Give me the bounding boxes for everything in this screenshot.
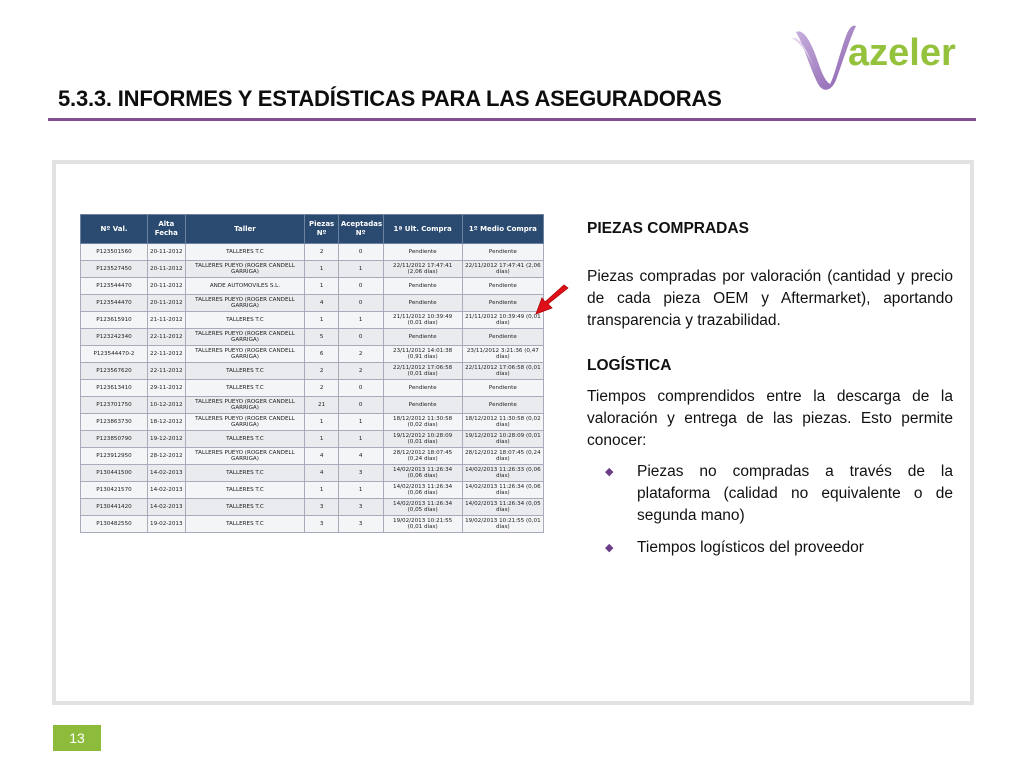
col-header-taller: Taller	[185, 215, 305, 244]
report-table	[80, 214, 544, 533]
cell-aceptadas: 1	[338, 261, 383, 278]
cell-ult-compra: 19/02/2013 10:21:55 (0,01 días)	[383, 516, 462, 533]
logo-wordmark: azeler	[848, 32, 956, 74]
cell-aceptadas: 1	[338, 482, 383, 499]
cell-medio-compra: 18/12/2012 11:30:58 (0,02 días)	[462, 414, 543, 431]
diamond-bullet-icon: ◆	[605, 466, 614, 478]
cell-fecha: 19-12-2012	[148, 431, 186, 448]
cell-nval: P123912950	[81, 448, 148, 465]
cell-ult-compra: 19/12/2012 10:28:09 (0,01 días)	[383, 431, 462, 448]
cell-piezas: 2	[305, 244, 339, 261]
cell-taller: TALLERES T.C	[185, 312, 305, 329]
cell-fecha: 29-11-2012	[148, 380, 186, 397]
cell-aceptadas: 1	[338, 312, 383, 329]
cell-aceptadas: 2	[338, 363, 383, 380]
cell-taller: ANDE AUTOMOVILES S.L.	[185, 278, 305, 295]
table-row	[81, 397, 544, 414]
table-row	[81, 499, 544, 516]
col-header-fecha: Alta Fecha	[148, 215, 186, 244]
cell-ult-compra: 23/11/2012 14:01:38 (0,91 días)	[383, 346, 462, 363]
red-arrow-icon	[532, 284, 572, 320]
cell-nval: P123544470-2	[81, 346, 148, 363]
cell-aceptadas: 0	[338, 295, 383, 312]
cell-piezas: 1	[305, 278, 339, 295]
cell-nval: P123863730	[81, 414, 148, 431]
diamond-bullet-icon: ◆	[605, 542, 614, 554]
cell-taller: TALLERES PUEYO (ROGER CANDELL GARRIGA)	[185, 448, 305, 465]
cell-aceptadas: 0	[338, 278, 383, 295]
cell-taller: TALLERES PUEYO (ROGER CANDELL GARRIGA)	[185, 295, 305, 312]
cell-taller: TALLERES T.C	[185, 363, 305, 380]
cell-taller: TALLERES PUEYO (ROGER CANDELL GARRIGA)	[185, 329, 305, 346]
cell-taller: TALLERES T.C	[185, 380, 305, 397]
cell-aceptadas: 0	[338, 380, 383, 397]
cell-taller: TALLERES T.C	[185, 431, 305, 448]
cell-taller: TALLERES T.C	[185, 516, 305, 533]
paragraph-logistica: Tiempos comprendidos entre la descarga de la valoración y entrega de las piezas. Esto permite conocer:	[587, 388, 953, 449]
cell-medio-compra: 14/02/2013 11:26:33 (0,06 días)	[462, 465, 543, 482]
cell-taller: TALLERES PUEYO (ROGER CANDELL GARRIGA)	[185, 397, 305, 414]
page-number-badge: 13	[53, 725, 101, 751]
cell-nval: P130441420	[81, 499, 148, 516]
table-row	[81, 363, 544, 380]
col-header-medio-compra: 1º Medio Compra	[462, 215, 543, 244]
col-header-piezas: Piezas Nº	[305, 215, 339, 244]
cell-taller: TALLERES T.C	[185, 499, 305, 516]
cell-fecha: 28-12-2012	[148, 448, 186, 465]
cell-nval: P123501560	[81, 244, 148, 261]
cell-taller: TALLERES T.C	[185, 482, 305, 499]
cell-aceptadas: 3	[338, 499, 383, 516]
table-row	[81, 312, 544, 329]
cell-ult-compra: 22/11/2012 17:47:41 (2,06 días)	[383, 261, 462, 278]
col-header-aceptadas: Aceptadas Nº	[338, 215, 383, 244]
cell-ult-compra: Pendiente	[383, 295, 462, 312]
cell-piezas: 4	[305, 295, 339, 312]
title-underline	[48, 118, 976, 121]
table-row	[81, 414, 544, 431]
cell-medio-compra: 22/11/2012 17:06:58 (0,01 días)	[462, 363, 543, 380]
cell-piezas: 5	[305, 329, 339, 346]
cell-ult-compra: Pendiente	[383, 397, 462, 414]
paragraph-piezas: Piezas compradas por valoración (cantidad y precio de cada pieza OEM y Aftermarket), aportando transparencia y trazabilidad.	[587, 268, 953, 329]
col-header-ult-compra: 1ª Ult. Compra	[383, 215, 462, 244]
cell-medio-compra: 28/12/2012 18:07:45 (0,24 días)	[462, 448, 543, 465]
cell-aceptadas: 2	[338, 346, 383, 363]
table-row	[81, 329, 544, 346]
cell-medio-compra: Pendiente	[462, 244, 543, 261]
bullet-text: Tiempos logísticos del proveedor	[637, 539, 864, 556]
cell-medio-compra: 14/02/2013 11:26:34 (0,05 días)	[462, 499, 543, 516]
cell-fecha: 20-11-2012	[148, 295, 186, 312]
cell-ult-compra: 22/11/2012 17:06:58 (0,01 días)	[383, 363, 462, 380]
table-row	[81, 346, 544, 363]
cell-piezas: 6	[305, 346, 339, 363]
cell-piezas: 3	[305, 499, 339, 516]
table-row	[81, 465, 544, 482]
table-row	[81, 431, 544, 448]
slide-title: 5.3.3. INFORMES Y ESTADÍSTICAS PARA LAS ASEGURADORAS	[58, 86, 722, 111]
heading-logistica: LOGÍSTICA	[587, 357, 672, 374]
cell-piezas: 1	[305, 414, 339, 431]
cell-ult-compra: 14/02/2013 11:26:34 (0,06 días)	[383, 465, 462, 482]
report-table-image	[80, 214, 544, 533]
cell-piezas: 4	[305, 465, 339, 482]
cell-fecha: 19-02-2013	[148, 516, 186, 533]
table-row	[81, 244, 544, 261]
cell-taller: TALLERES T.C	[185, 465, 305, 482]
cell-nval: P123242340	[81, 329, 148, 346]
cell-piezas: 1	[305, 431, 339, 448]
table-row	[81, 380, 544, 397]
cell-piezas: 1	[305, 261, 339, 278]
cell-fecha: 10-12-2012	[148, 397, 186, 414]
cell-ult-compra: Pendiente	[383, 329, 462, 346]
cell-nval: P123615910	[81, 312, 148, 329]
cell-piezas: 4	[305, 448, 339, 465]
cell-nval: P130441500	[81, 465, 148, 482]
cell-ult-compra: Pendiente	[383, 278, 462, 295]
cell-nval: P123567620	[81, 363, 148, 380]
cell-fecha: 21-11-2012	[148, 312, 186, 329]
cell-nval: P123544470	[81, 295, 148, 312]
cell-medio-compra: 19/12/2012 10:28:09 (0,01 días)	[462, 431, 543, 448]
cell-medio-compra: 23/11/2012 3:21:36 (0,47 días)	[462, 346, 543, 363]
cell-aceptadas: 0	[338, 397, 383, 414]
cell-taller: TALLERES PUEYO (ROGER CANDELL GARRIGA)	[185, 414, 305, 431]
cell-nval: P123850790	[81, 431, 148, 448]
cell-piezas: 1	[305, 482, 339, 499]
cell-piezas: 21	[305, 397, 339, 414]
cell-aceptadas: 1	[338, 431, 383, 448]
cell-aceptadas: 4	[338, 448, 383, 465]
cell-medio-compra: 22/11/2012 17:47:41 (2,06 días)	[462, 261, 543, 278]
cell-fecha: 20-11-2012	[148, 261, 186, 278]
heading-piezas-compradas: PIEZAS COMPRADAS	[587, 220, 749, 237]
cell-medio-compra: 19/02/2013 10:21:55 (0,01 días)	[462, 516, 543, 533]
table-row	[81, 278, 544, 295]
cell-nval: P130421570	[81, 482, 148, 499]
cell-aceptadas: 1	[338, 414, 383, 431]
cell-aceptadas: 0	[338, 329, 383, 346]
cell-taller: TALLERES PUEYO (ROGER CANDELL GARRIGA)	[185, 261, 305, 278]
cell-medio-compra: Pendiente	[462, 397, 543, 414]
cell-ult-compra: 28/12/2012 18:07:45 (0,24 días)	[383, 448, 462, 465]
table-row	[81, 295, 544, 312]
col-header-nval: Nº Val.	[81, 215, 148, 244]
cell-aceptadas: 3	[338, 465, 383, 482]
cell-nval: P123527450	[81, 261, 148, 278]
cell-piezas: 2	[305, 380, 339, 397]
cell-medio-compra: 14/02/2013 11:26:34 (0,06 días)	[462, 482, 543, 499]
cell-aceptadas: 3	[338, 516, 383, 533]
table-row	[81, 261, 544, 278]
cell-medio-compra: Pendiente	[462, 380, 543, 397]
table-row	[81, 482, 544, 499]
cell-ult-compra: 21/11/2012 10:39:49 (0,01 días)	[383, 312, 462, 329]
cell-fecha: 14-02-2013	[148, 499, 186, 516]
cell-nval: P123544470	[81, 278, 148, 295]
table-header-row	[81, 215, 544, 244]
cell-ult-compra: Pendiente	[383, 380, 462, 397]
cell-fecha: 14-02-2013	[148, 465, 186, 482]
cell-aceptadas: 0	[338, 244, 383, 261]
bullet-text: Piezas no compradas a través de la plataforma (calidad no equivalente o de segunda mano)	[637, 463, 953, 524]
cell-taller: TALLERES T.C	[185, 244, 305, 261]
cell-medio-compra: Pendiente	[462, 295, 543, 312]
cell-piezas: 2	[305, 363, 339, 380]
cell-nval: P123613410	[81, 380, 148, 397]
cell-taller: TALLERES PUEYO (ROGER CANDELL GARRIGA)	[185, 346, 305, 363]
table-row	[81, 448, 544, 465]
table-row	[81, 516, 544, 533]
cell-medio-compra: 21/11/2012 10:39:49 (0,01 días)	[462, 312, 543, 329]
cell-nval: P130482550	[81, 516, 148, 533]
bullet-item	[605, 537, 953, 559]
cell-fecha: 22-11-2012	[148, 363, 186, 380]
cell-fecha: 14-02-2013	[148, 482, 186, 499]
cell-ult-compra: 18/12/2012 11:30:58 (0,02 días)	[383, 414, 462, 431]
cell-fecha: 20-11-2012	[148, 244, 186, 261]
cell-fecha: 22-11-2012	[148, 329, 186, 346]
cell-nval: P123701750	[81, 397, 148, 414]
cell-ult-compra: Pendiente	[383, 244, 462, 261]
cell-fecha: 22-11-2012	[148, 346, 186, 363]
cell-piezas: 1	[305, 312, 339, 329]
cell-piezas: 3	[305, 516, 339, 533]
cell-fecha: 18-12-2012	[148, 414, 186, 431]
cell-medio-compra: Pendiente	[462, 329, 543, 346]
cell-ult-compra: 14/02/2013 11:26:34 (0,05 días)	[383, 499, 462, 516]
cell-fecha: 20-11-2012	[148, 278, 186, 295]
cell-ult-compra: 14/02/2013 11:26:34 (0,06 días)	[383, 482, 462, 499]
cell-medio-compra: Pendiente	[462, 278, 543, 295]
bullet-item	[605, 461, 953, 527]
